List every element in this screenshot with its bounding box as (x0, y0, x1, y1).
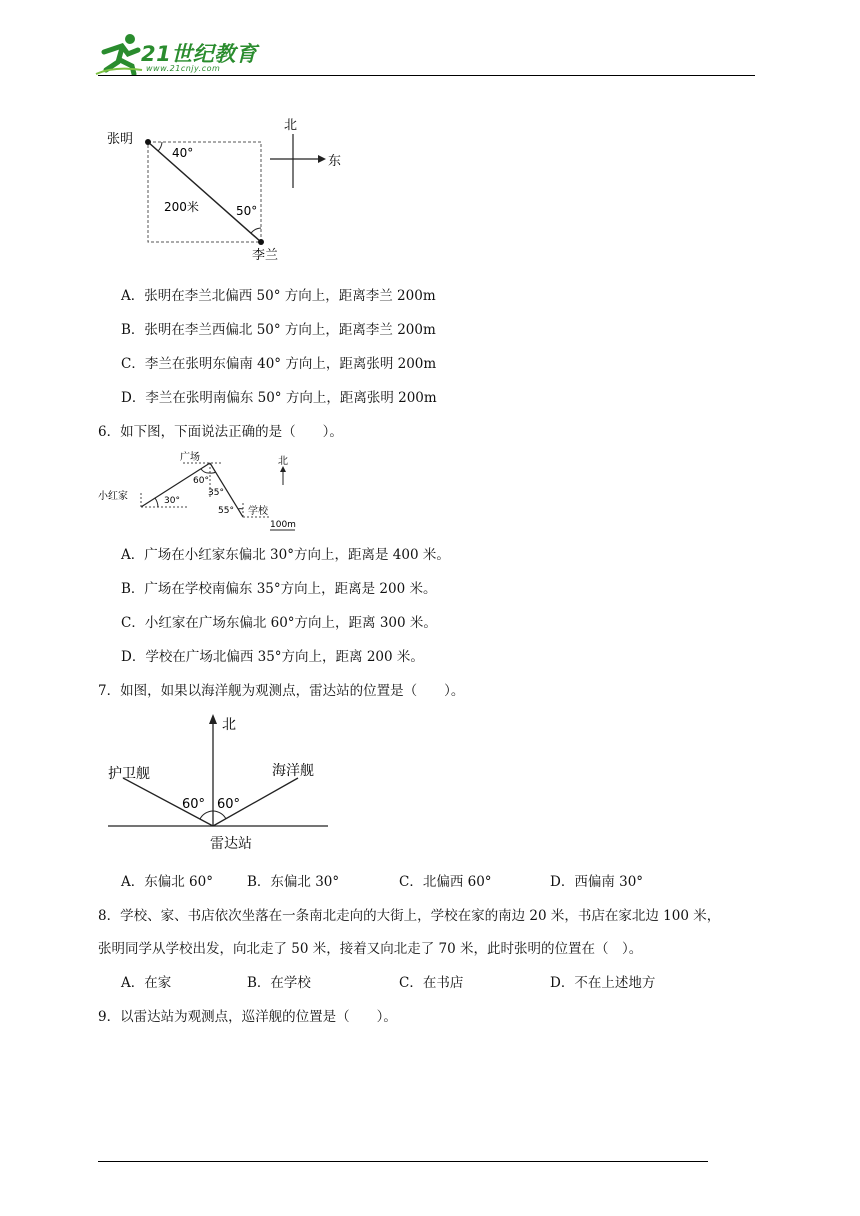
north-arrow-icon (278, 455, 288, 485)
angle-arc-bottom (251, 228, 261, 233)
label-guangchang: 广场 (180, 452, 200, 463)
label-north: 北 (284, 118, 298, 133)
q8-option-c: C．在书店 (399, 975, 464, 991)
q7-option-b: B．东偏北 30° (247, 874, 340, 890)
runner-icon (94, 30, 146, 76)
q6-stem: 6．如下图，下面说法正确的是（ ）。 (98, 424, 343, 440)
label-north-q7: 北 (222, 717, 236, 733)
q6-option-a: A．广场在小红家东偏北 30°方向上，距离是 400 米。 (121, 547, 450, 563)
q5-option-a: A．张明在李兰北偏西 50° 方向上，距离李兰 200m (121, 288, 436, 304)
label-angle-30: 30° (164, 496, 180, 506)
label-xuexiao: 学校 (248, 506, 268, 517)
label-leidazhan: 雷达站 (210, 836, 252, 852)
label-angle-top: 40° (172, 146, 194, 160)
q6-option-c: C．小红家在广场东偏北 60°方向上，距离 300 米。 (121, 615, 437, 631)
scale-bar (270, 520, 296, 530)
q6-option-d: D．学校在广场北偏西 35°方向上，距离 200 米。 (121, 649, 424, 665)
label-angle-right: 60° (217, 797, 241, 812)
header-divider (98, 75, 755, 76)
figure-q5 (100, 110, 360, 265)
q9-stem: 9．以雷达站为观测点，巡洋舰的位置是（ ）。 (98, 1009, 397, 1025)
q6-option-b: B．广场在学校南偏东 35°方向上，距离是 200 米。 (121, 581, 437, 597)
q7-option-d: D．西偏南 30° (550, 874, 644, 890)
angle-arc-top (158, 142, 162, 151)
figure-q7 (108, 708, 333, 856)
label-distance: 200米 (164, 200, 199, 214)
q7-option-a: A．东偏北 60° (121, 874, 213, 890)
q8-option-a: A．在家 (121, 975, 172, 991)
q5-option-d: D．李兰在张明南偏东 50° 方向上，距离张明 200m (121, 390, 437, 406)
label-scale: 100m (270, 520, 296, 530)
label-angle-bottom: 50° (236, 204, 258, 218)
compass-icon (270, 118, 341, 188)
label-xiaohongjia: 小红家 (98, 491, 128, 502)
point-lilan (258, 239, 264, 245)
q8-stem-line2: 张明同学从学校出发，向北走了 50 米，接着又向北走了 70 米，此时张明的位置在（ ）。 (98, 941, 643, 957)
label-huweijian: 护卫舰 (108, 766, 150, 782)
label-angle-left: 60° (182, 797, 206, 812)
label-angle-35: 35° (208, 488, 224, 498)
label-angle-55: 55° (218, 506, 234, 516)
label-zhangming: 张明 (107, 132, 134, 147)
footer-divider (98, 1161, 708, 1162)
label-haiyangjian: 海洋舰 (272, 763, 314, 779)
connect-line (148, 142, 261, 242)
q7-option-c: C．北偏西 60° (399, 874, 492, 890)
point-zhangming (145, 139, 151, 145)
label-lilan: 李兰 (252, 248, 279, 263)
label-angle-60: 60° (193, 476, 209, 486)
q5-option-b: B．张明在李兰西偏北 50° 方向上，距离李兰 200m (121, 322, 436, 338)
label-north-q6: 北 (278, 456, 288, 467)
q5-option-c: C．李兰在张明东偏南 40° 方向上，距离张明 200m (121, 356, 437, 372)
logo-text: 21世纪教育 (141, 42, 258, 66)
q8-stem-line1: 8．学校、家、书店依次坐落在一条南北走向的大街上，学校在家的南边 20 米，书店在家北边 100 米， (98, 908, 721, 924)
q7-stem: 7．如图，如果以海洋舰为观测点，雷达站的位置是（ ）。 (98, 683, 465, 699)
label-east: 东 (328, 154, 342, 169)
q8-option-b: B．在学校 (247, 975, 311, 991)
logo-url: www.21cnjy.com (146, 64, 221, 73)
figure-q6 (98, 447, 313, 532)
q8-option-d: D．不在上述地方 (550, 975, 656, 991)
